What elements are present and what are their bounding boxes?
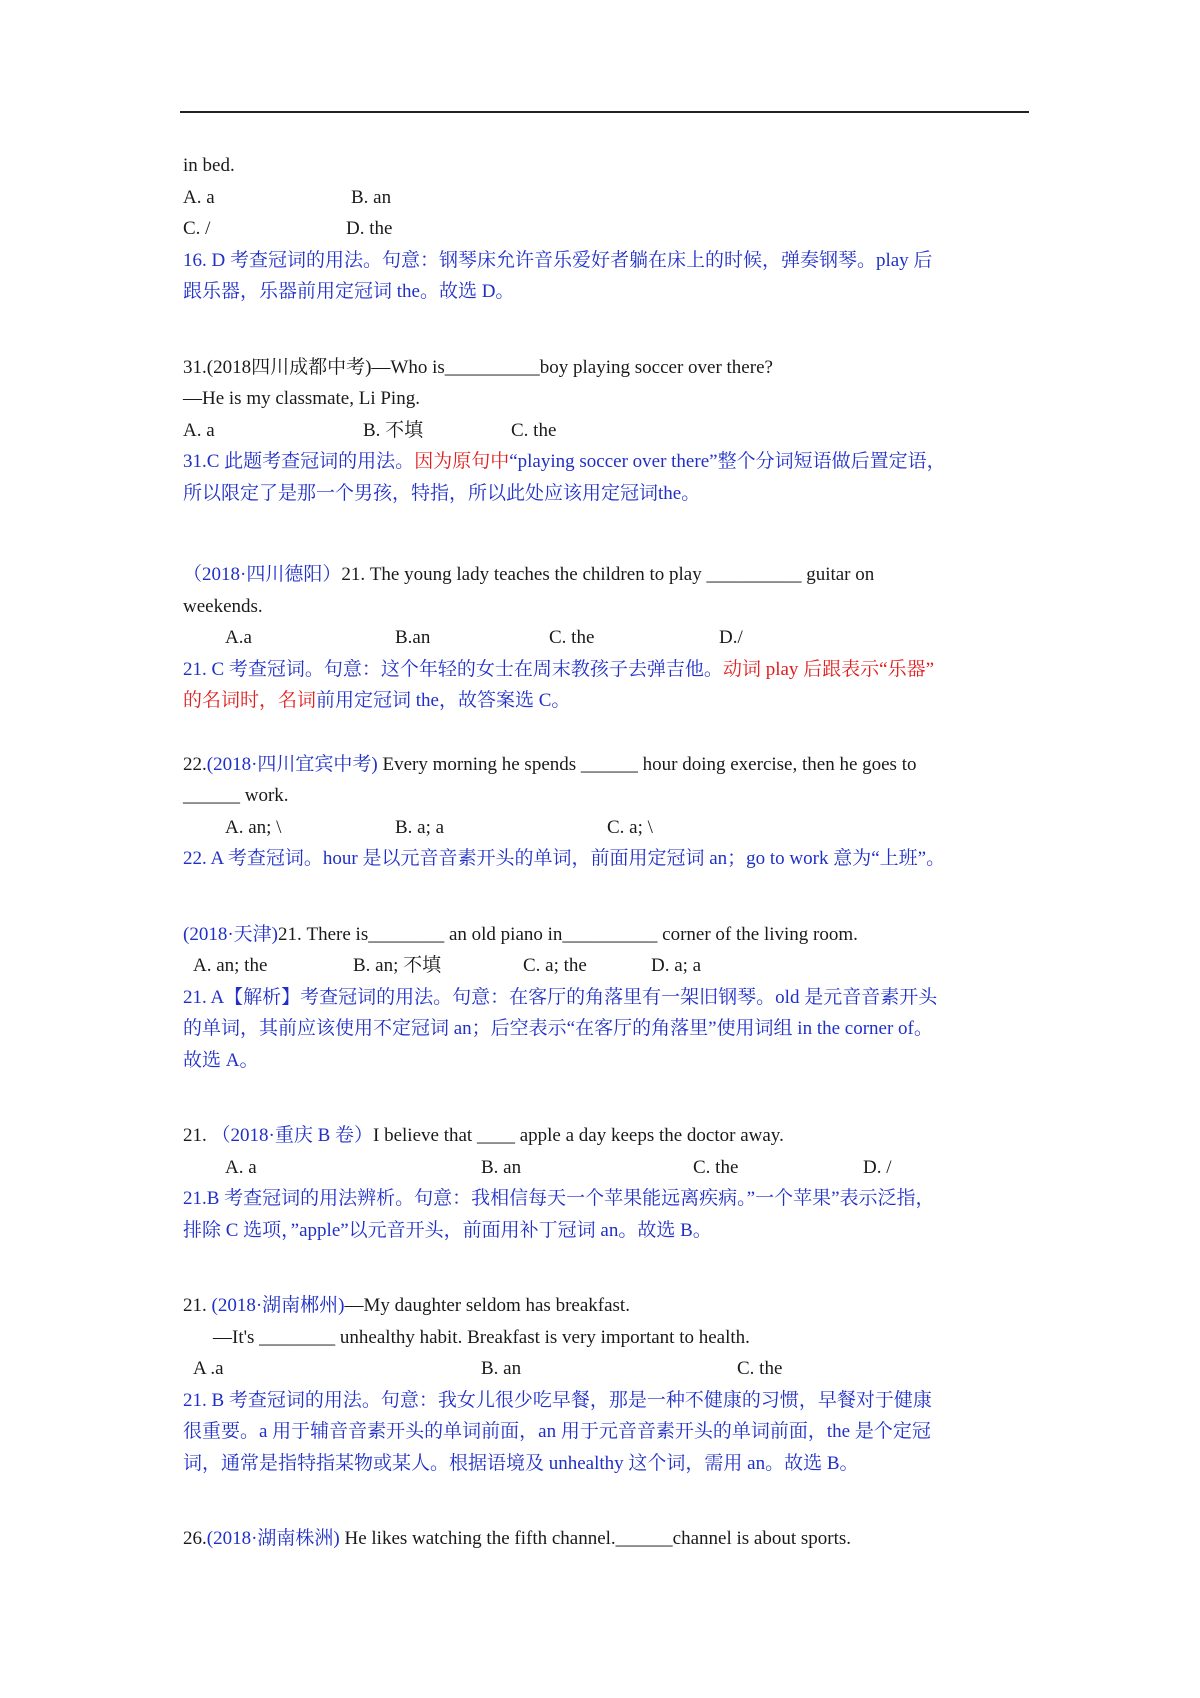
q21d-option-c: C. the	[737, 1358, 783, 1379]
q21a-answer-red2: 的名词时，名词	[183, 690, 317, 711]
q21b-option-b: B. an; 不填	[353, 955, 442, 976]
q16-option-b: B. an	[351, 186, 392, 208]
q21a-stem-line2: weekends.	[183, 595, 263, 617]
q22-answer: 22. A 考查冠词。hour 是以元音音素开头的单词，前面用定冠词 an；go to work 意为“上班”。	[183, 848, 946, 869]
q21c-option-c: C. the	[693, 1156, 739, 1178]
q21d-answer-line2: 很重要。a 用于辅音音素开头的单词前面，an 用于元音音素开头的单词前面，the 是个定冠	[183, 1421, 931, 1442]
q21a-answer-blue: 21. C 考查冠词。句意：这个年轻的女士在周末教孩子去弹吉他。	[183, 658, 723, 680]
q22-options	[183, 812, 1026, 844]
q31-option-c: C. the	[511, 419, 557, 441]
q16-answer-line1: 16. D 考查冠词的用法。句意：钢琴床允许音乐爱好者躺在床上的时候，弹奏钢琴。play 后	[183, 249, 933, 271]
q16-option-a: A. a	[183, 186, 215, 208]
q21d-options	[183, 1353, 1026, 1385]
q21c-source: （2018·重庆 B 卷）	[211, 1125, 374, 1146]
q22-option-c: C. a; \	[607, 816, 653, 838]
q21d-answer-line3: 词，通常是指特指某物或某人。根据语境及 unhealthy 这个词，需用 an。故选 B。	[183, 1452, 859, 1474]
q16-options-row1	[183, 182, 1026, 214]
q21c-stem-text: I believe that ____ apple a day keeps the doctor away.	[373, 1125, 784, 1146]
header-rule	[180, 111, 1029, 113]
q21c-option-a: A. a	[225, 1156, 257, 1178]
q21c-stem	[183, 1120, 1026, 1152]
q31-answer-line1	[183, 446, 1026, 478]
q21a-options	[183, 622, 1026, 654]
q22-stem-text: Every morning he spends ______ hour doing exercise, then he goes to	[377, 753, 917, 775]
q21b-option-a: A. an; the	[193, 955, 268, 976]
q31-reply: —He is my classmate, Li Ping.	[183, 388, 420, 409]
q21d-stem	[183, 1290, 1026, 1322]
q21c-answer-line1: 21.B 考查冠词的用法辨析。句意：我相信每天一个苹果能远离疾病。”一个苹果”表示泛指，	[183, 1188, 935, 1209]
q26-source: (2018·湖南株洲)	[206, 1528, 340, 1549]
q21b-answer-line1: 21. A【解析】考查冠词的用法。句意：在客厅的角落里有一架旧钢琴。old 是元音音素开头	[183, 986, 938, 1008]
q21a-answer-line1	[183, 654, 1026, 686]
q21c-option-b: B. an	[481, 1156, 522, 1178]
q31-answer-red: 因为原句中	[414, 451, 510, 472]
q21d-answer-line1: 21. B 考查冠词的用法。句意：我女儿很少吃早餐，那是一种不健康的习惯，早餐对于健康	[183, 1389, 932, 1411]
q21a-answer-line2	[183, 685, 1026, 717]
q31-options	[183, 415, 1026, 447]
q26-stem-text: He likes watching the fifth channel.______channel is about sports.	[339, 1528, 852, 1549]
q31-stem: 31.(2018四川成都中考)—Who is__________boy playing soccer over there?	[183, 356, 773, 378]
q21a-option-d: D./	[719, 627, 743, 648]
q21a-source: （2018·四川德阳）	[183, 564, 342, 585]
q22-source: (2018·四川宜宾中考)	[206, 753, 378, 775]
q22-option-a: A. an; \	[225, 816, 282, 838]
q16-option-c: C. /	[183, 218, 211, 239]
q31-option-b: B. 不填	[363, 419, 424, 441]
q22-option-b: B. a; a	[395, 816, 445, 838]
q21c-options	[183, 1152, 1026, 1184]
q21b-stem-text: 21. There is________ an old piano in__________ corner of the living room.	[277, 923, 858, 945]
q21b-option-d: D. a; a	[651, 955, 702, 976]
q21b-source: (2018·天津)	[183, 923, 278, 945]
document-body	[183, 150, 1026, 1555]
q21d-option-b: B. an	[481, 1358, 522, 1379]
q16-answer-line2: 跟乐器，乐器前用定冠词 the。故选 D。	[183, 281, 515, 302]
q31-option-a: A. a	[183, 419, 215, 441]
q21a-option-a: A.a	[225, 627, 252, 648]
q16-options-row2	[183, 213, 1026, 245]
q21b-option-c: C. a; the	[523, 955, 587, 976]
q21d-option-a: A .a	[193, 1358, 224, 1379]
q16-option-d: D. the	[346, 218, 393, 239]
q31-answer-line2: 所以限定了是那一个男孩，特指，所以此处应该用定冠词the。	[183, 482, 701, 504]
q21a-stem-text: 21. The young lady teaches the children to play __________ guitar on	[341, 564, 875, 585]
q26-stem	[183, 1523, 1026, 1555]
q21d-number: 21.	[183, 1295, 212, 1316]
q21a-option-b: B.an	[395, 627, 431, 648]
q21a-answer-blue2: 前用定冠词 the，故答案选 C。	[316, 690, 571, 711]
q21b-options	[183, 950, 1026, 982]
q22-number: 22.	[183, 753, 207, 775]
q21b-stem	[183, 919, 1026, 951]
q21b-answer-line3: 故选 A。	[183, 1049, 259, 1071]
q21b-answer-line2: 的单词，其前应该使用不定冠词 an；后空表示“在客厅的角落里”使用词组 in the corner of。	[183, 1018, 933, 1039]
q21c-answer-line2: 排除 C 选项，”apple”以元音开头，前面用补丁冠词 an。故选 B。	[183, 1219, 712, 1241]
q21c-option-d: D. /	[863, 1156, 892, 1178]
q21d-source: (2018·湖南郴州)	[211, 1295, 345, 1316]
q31-answer-rest: “playing soccer over there”整个分词短语做后置定语，	[509, 451, 946, 472]
q21d-stem-text: —My daughter seldom has breakfast.	[344, 1295, 630, 1316]
q21c-number: 21.	[183, 1125, 212, 1146]
q31-answer-prefix: 31.C 此题考查冠词的用法。	[183, 451, 415, 472]
q22-stem	[183, 749, 1026, 781]
q26-number: 26.	[183, 1528, 207, 1549]
q21a-option-c: C. the	[549, 627, 595, 648]
q21a-answer-red1: 动词 play 后跟表示“乐器”	[722, 658, 935, 680]
q16-stem-tail: in bed.	[183, 155, 235, 176]
q21d-reply: —It's ________ unhealthy habit. Breakfast is very important to health.	[213, 1326, 750, 1348]
q22-stem-line2: ______ work.	[183, 785, 289, 806]
q21a-stem	[183, 559, 1026, 591]
